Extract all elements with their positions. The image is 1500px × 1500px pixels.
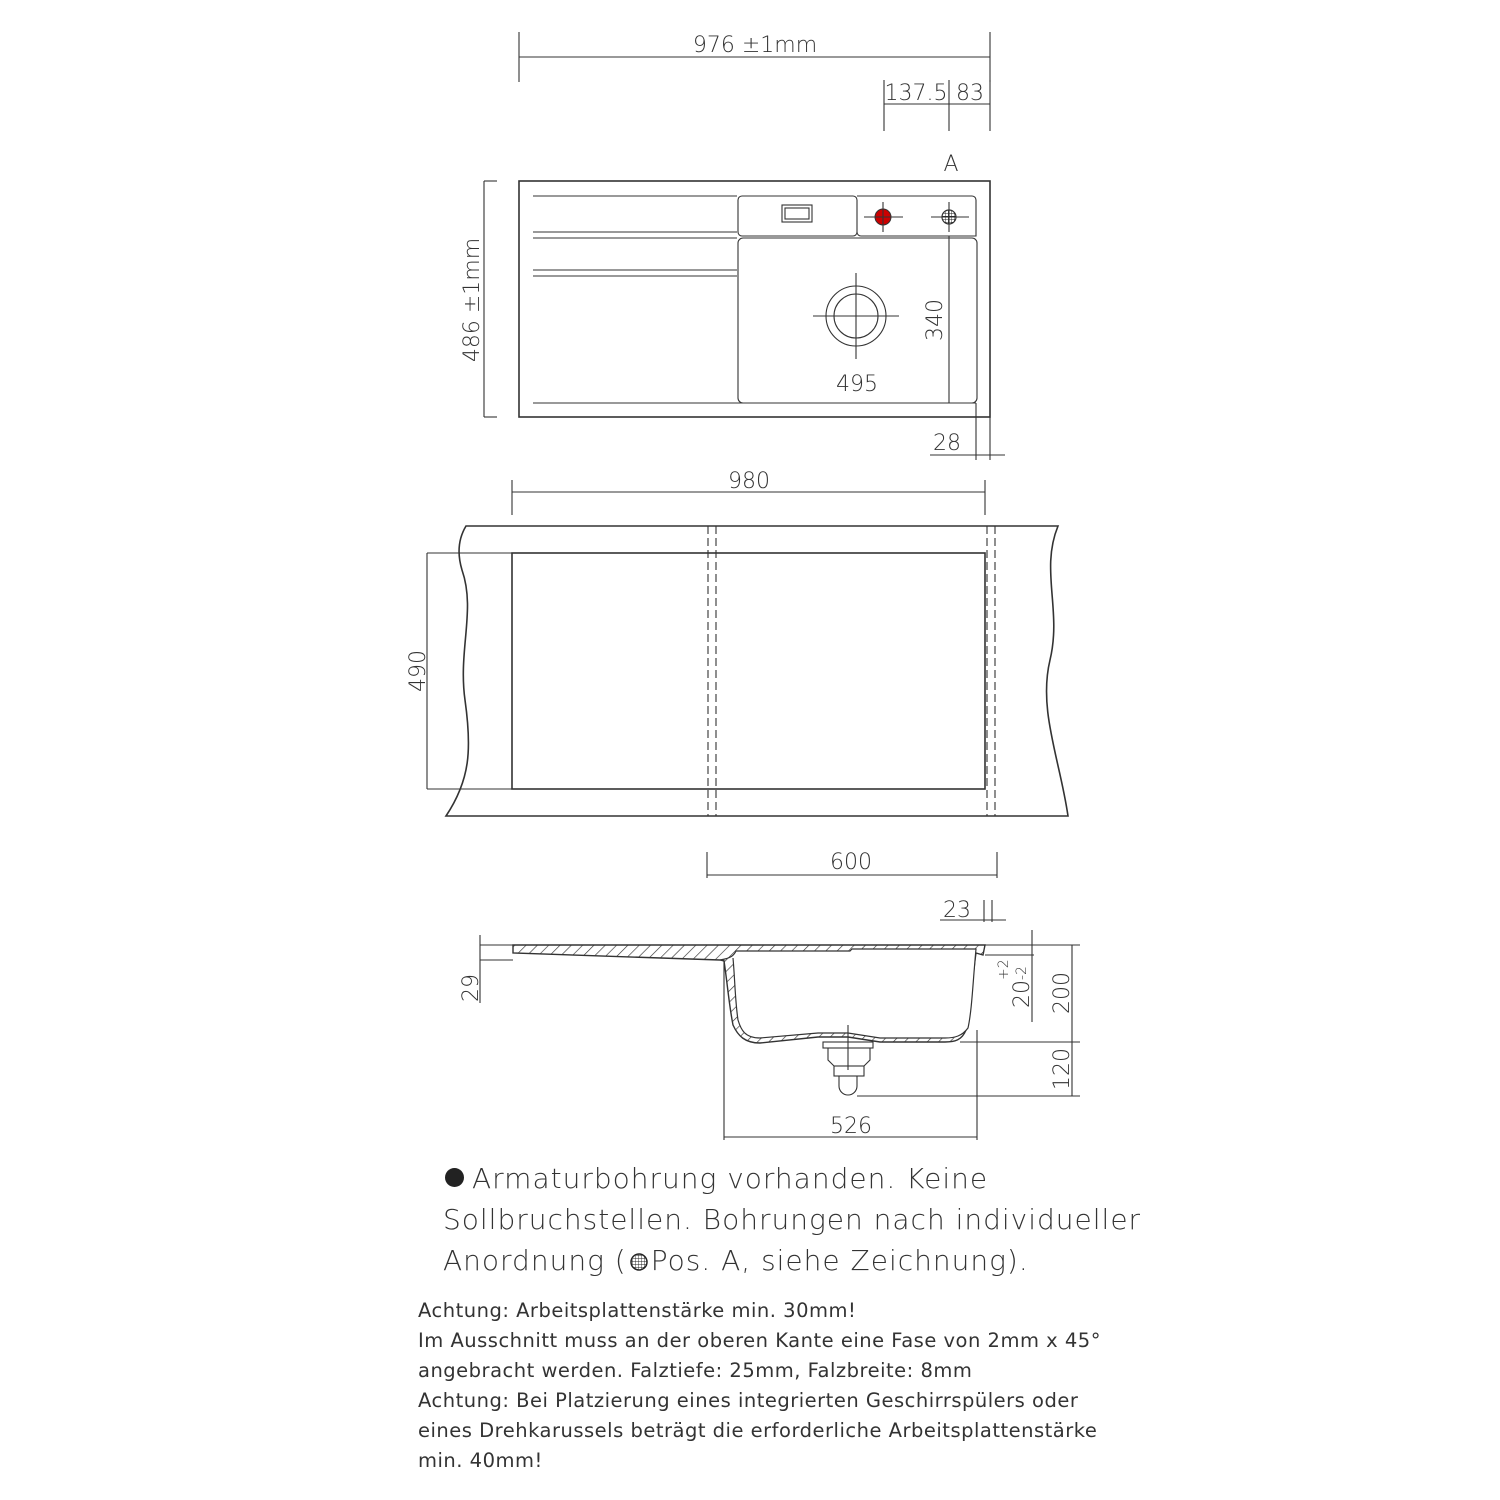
sink-outline [519, 181, 990, 417]
cabinet-width-label: 600 [830, 850, 872, 875]
depth-label: 200 [1050, 972, 1075, 1014]
top-view [460, 32, 1005, 460]
cutout-width-label: 980 [728, 469, 770, 494]
tolerance-label: 20 [1010, 980, 1035, 1008]
edge-dimension [930, 403, 1005, 460]
drain-height-label: 120 [1050, 1048, 1075, 1090]
thickness-label: 29 [459, 974, 484, 1002]
installation-notes [418, 1296, 1101, 1476]
overflow-panel [738, 196, 857, 236]
bowl-width-label: 495 [836, 372, 878, 397]
note-line: Im Ausschnitt muss an der oberen Kante eine Fase von 2mm x 45° [418, 1329, 1101, 1352]
bullet-icon [445, 1168, 464, 1187]
width-dimension [519, 32, 990, 82]
cutout-outline [512, 553, 985, 789]
drain-icon [813, 273, 899, 359]
note-line: angebracht werden. Falztiefe: 25mm, Falzbreite: 8mm [418, 1359, 973, 1382]
main-note-text-3b: Pos. A, siehe Zeichnung). [650, 1244, 1029, 1277]
note-line: eines Drehkarussels beträgt die erforderliche Arbeitsplattenstärke [418, 1419, 1098, 1442]
bowl-depth-label: 340 [923, 299, 948, 341]
note-line: Achtung: Bei Platzierung eines integrierten Geschirrspülers oder [418, 1389, 1079, 1412]
tap-offset-dimension [884, 80, 990, 177]
section-view [459, 850, 1080, 1140]
main-note-text-3a: Anordnung ( [443, 1244, 627, 1277]
countertop [446, 526, 1068, 816]
note-line: min. 40mm! [418, 1449, 543, 1472]
tap-offset-2-label: 83 [956, 81, 984, 106]
main-note-line-1 [443, 1158, 1163, 1199]
rim-label: 23 [943, 898, 971, 923]
note-line: Achtung: Arbeitsplattenstärke min. 30mm! [418, 1299, 857, 1322]
tap-position-a-icon [931, 202, 969, 232]
height-label: 486 ±1mm [460, 237, 485, 363]
position-a-label: A [943, 152, 959, 177]
bowl-depth-dimension [836, 236, 949, 403]
tolerance-plus: +2 [996, 959, 1012, 980]
drainboard [533, 196, 976, 403]
main-note [443, 1158, 1163, 1281]
width-label: 976 ±1mm [692, 33, 818, 58]
height-dimension [460, 181, 497, 417]
cutout-view [406, 469, 1068, 816]
edge-label: 28 [933, 431, 961, 456]
bowl-section-width-label: 526 [830, 1114, 872, 1139]
main-note-text-1: Armaturbohrung vorhanden. Keine [472, 1162, 989, 1195]
tolerance-minus: -2 [1014, 966, 1030, 980]
cutout-height-label: 490 [406, 650, 431, 692]
tap-offset-1-label: 137.5 [884, 81, 948, 106]
main-note-line-2: Sollbruchstellen. Bohrungen nach individueller [443, 1203, 1142, 1236]
main-note-line-3 [443, 1240, 1163, 1281]
tap-position-a-icon [629, 1252, 649, 1272]
tap-hole-icon [864, 202, 903, 232]
